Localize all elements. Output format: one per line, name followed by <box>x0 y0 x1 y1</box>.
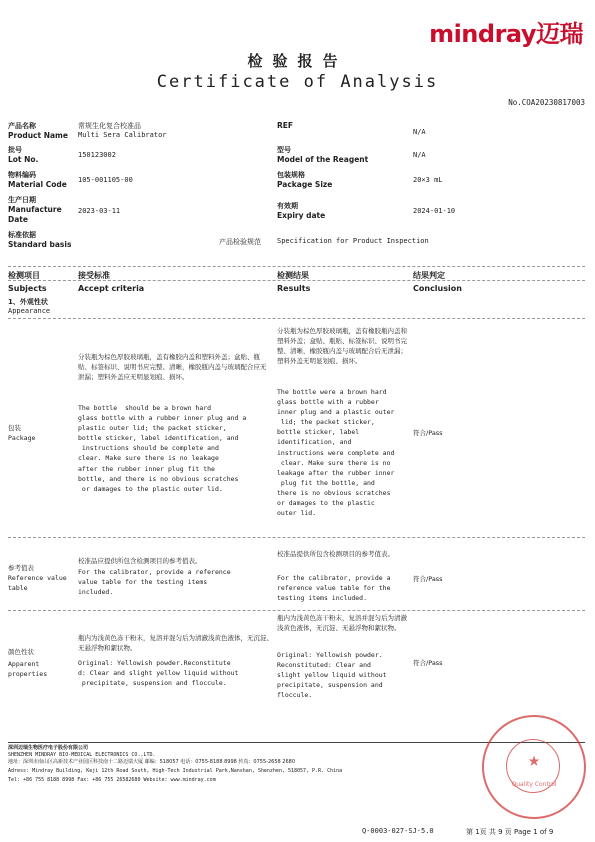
material-value: 105-001105-00 <box>78 176 133 184</box>
conclusion-head-en: Conclusion <box>413 284 462 293</box>
footer-company-cn: 深圳迈瑞生物医疗电子股份有限公司 <box>8 745 89 751</box>
material-label-cn: 物料编码 <box>8 171 36 179</box>
form-number: Q-0003-027-SJ-5.0 <box>362 827 434 835</box>
row3-results-cn: 瓶内为浅黄色冻干粉末，复溶并混匀后为清澈浅黄色液体，无沉淀、无悬浮物和絮状物。 <box>277 614 407 633</box>
lot-label-cn: 批号 <box>8 146 22 154</box>
product-name-value-en: Multi Sera Calibrator <box>78 131 167 139</box>
row1-conclusion: 符合/Pass <box>413 429 443 437</box>
ref-value: N/A <box>413 128 426 136</box>
title-en: Certificate of Analysis <box>156 72 439 92</box>
results-head-en: Results <box>277 284 311 293</box>
lot-label-en: Lot No. <box>8 155 39 164</box>
standard-label-en: Standard basis <box>8 240 72 249</box>
footer-contact: Tel: +86 755 8188 8998 Fax: +86 755 26582680 Website: www.mindray.com <box>8 777 216 783</box>
criteria-head-en: Accept criteria <box>78 284 145 293</box>
package-label-en: Package Size <box>277 180 333 189</box>
row2-results-en: For the calibrator, provide a reference value table for the testing items included. <box>277 574 391 603</box>
row1-subject-cn: 包装 <box>8 424 21 432</box>
row1-criteria-cn: 分装瓶为棕色厚胶玻璃瓶，盖有橡胶内盖和塑料外盖；盒贴、瓶贴、标签标识、说明书应完整、清晰，橡胶瓶内盖与玻璃配合应无泄漏；塑料外盖应无明显划痕、损坏。 <box>78 353 267 382</box>
conclusion-head-cn: 结果判定 <box>413 271 445 280</box>
mfg-label-en-2: Date <box>8 215 28 224</box>
lot-value: 150123002 <box>78 151 116 159</box>
package-value: 20×3 mL <box>413 176 443 184</box>
results-head-cn: 检测结果 <box>277 271 309 280</box>
row1-results-cn: 分装瓶为棕色厚胶玻璃瓶，盖有橡胶瓶内盖和塑料外盖；盒贴、瓶贴、标签标识、说明书完整、清晰，橡胶瓶内盖与玻璃配合后无泄漏；塑料外盖无明显划痕、损坏。 <box>277 327 407 366</box>
row2-conclusion: 符合/Pass <box>413 575 443 583</box>
divider-head <box>8 280 585 281</box>
row2-subject-en: Reference value table <box>8 574 71 593</box>
footer-address-cn: 地址：深圳市南山区高新技术产业园区科技南十二路迈瑞大厦 邮编：518057 电话：0755-8188 8998 传真：0755-2658 2680 <box>8 759 295 765</box>
document-number: No.COA20230817003 <box>508 98 585 107</box>
standard-value-en: Specification for Product Inspection <box>277 237 429 245</box>
mfg-label-cn: 生产日期 <box>8 196 36 204</box>
subjects-head-en: Subjects <box>8 284 47 293</box>
seal-text: Quality Control <box>511 781 557 788</box>
row3-criteria-en: Original: Yellowish powder.Reconstitute d: Clear and slight yellow liquid without precipitate, suspension and floccule. <box>78 659 239 688</box>
row1-results-en: The bottle were a brown hard glass bottle with a rubber inner plug and a plastic outer lid; the packet sticker, bottle sticker, label identification, and instructions were complete and clear. Make sure there is no leakage after the rubber inner plug fit the bottle, and there is no obvious scratches or damages to the plastic outer lid. <box>277 388 395 518</box>
product-name-value-cn: 常规生化复合校准品 <box>78 122 141 130</box>
title-cn: 检验报告 <box>247 52 348 70</box>
section-title-cn: 1、外观性状 <box>8 298 48 306</box>
row3-subject-en: Apparent properties <box>8 660 48 679</box>
mfg-value: 2023-03-11 <box>78 207 121 215</box>
row3-criteria-cn: 瓶内为浅黄色冻干粉末，复溶并混匀后为清澈浅黄色液体，无沉淀、无悬浮物和絮状物。 <box>78 634 273 653</box>
divider-top <box>8 266 585 267</box>
section-title-en: Appearance <box>8 307 51 315</box>
row2-criteria-en: For the calibrator, provide a reference value table for the testing items included. <box>78 568 231 597</box>
criteria-head-cn: 接受标准 <box>78 271 110 280</box>
standard-label-cn: 标准依据 <box>8 231 36 239</box>
model-value: N/A <box>413 151 426 159</box>
row2-results-cn: 校准品提供所包含检测项目的参考值表。 <box>277 550 394 558</box>
material-label-en: Material Code <box>8 180 67 189</box>
footer-company-en: SHENZHEN MINDRAY BIO-MEDICAL ELECTRONICS CO.,LTD. <box>8 752 156 758</box>
mindray-logo: mindray迈瑞 <box>429 20 583 48</box>
divider-row2 <box>8 610 585 611</box>
company-seal <box>482 715 586 819</box>
row3-results-en: Original: Yellowish powder. Reconstituted: Clear and slight yellow liquid without precipitate, suspension and floccule. <box>277 651 387 700</box>
expiry-label-en: Expiry date <box>277 211 326 220</box>
divider-section <box>8 318 585 319</box>
row3-subject-cn: 颜色性状 <box>8 648 34 656</box>
row3-conclusion: 符合/Pass <box>413 659 443 667</box>
standard-value-cn: 产品检验规范 <box>219 238 261 246</box>
product-name-label-cn: 产品名称 <box>8 122 36 130</box>
model-label-cn: 型号 <box>277 146 291 154</box>
package-label-cn: 包装规格 <box>277 171 305 179</box>
ref-label: REF <box>277 121 294 130</box>
expiry-value: 2024-01-10 <box>413 207 456 215</box>
model-label-en: Model of the Reagent <box>277 155 369 164</box>
row2-subject-cn: 参考值表 <box>8 564 34 572</box>
row2-criteria-cn: 校准品应提供所包含检测项目的参考值表。 <box>78 557 202 565</box>
expiry-label-cn: 有效期 <box>277 202 298 210</box>
seal-star-icon: ★ <box>527 747 541 771</box>
product-name-label-en: Product Name <box>8 131 68 140</box>
row1-criteria-en: The bottle should be a brown hard glass bottle with a rubber inner plug and a plastic outer lid; the packet sticker, bottle sticker, label identification, and instructions should be complete and clear. Make sure there is no leakage after the rubber inner plug fit the bottle, and there is no obvious scratches or damages to the plastic outer lid. <box>78 404 247 493</box>
subjects-head-cn: 检测项目 <box>8 271 40 280</box>
mfg-label-en-1: Manufacture <box>8 205 62 214</box>
page-number: 第 1页 共 9 页 Page 1 of 9 <box>466 828 554 836</box>
divider-row1 <box>8 537 585 538</box>
row1-subject-en: Package <box>8 434 36 442</box>
footer-address-en: Adress: Mindray Building, Keji 12th Road South, High-Tech Industrial Park,Nanshan, Shenzhen, 518057, P.R. China <box>8 768 343 774</box>
